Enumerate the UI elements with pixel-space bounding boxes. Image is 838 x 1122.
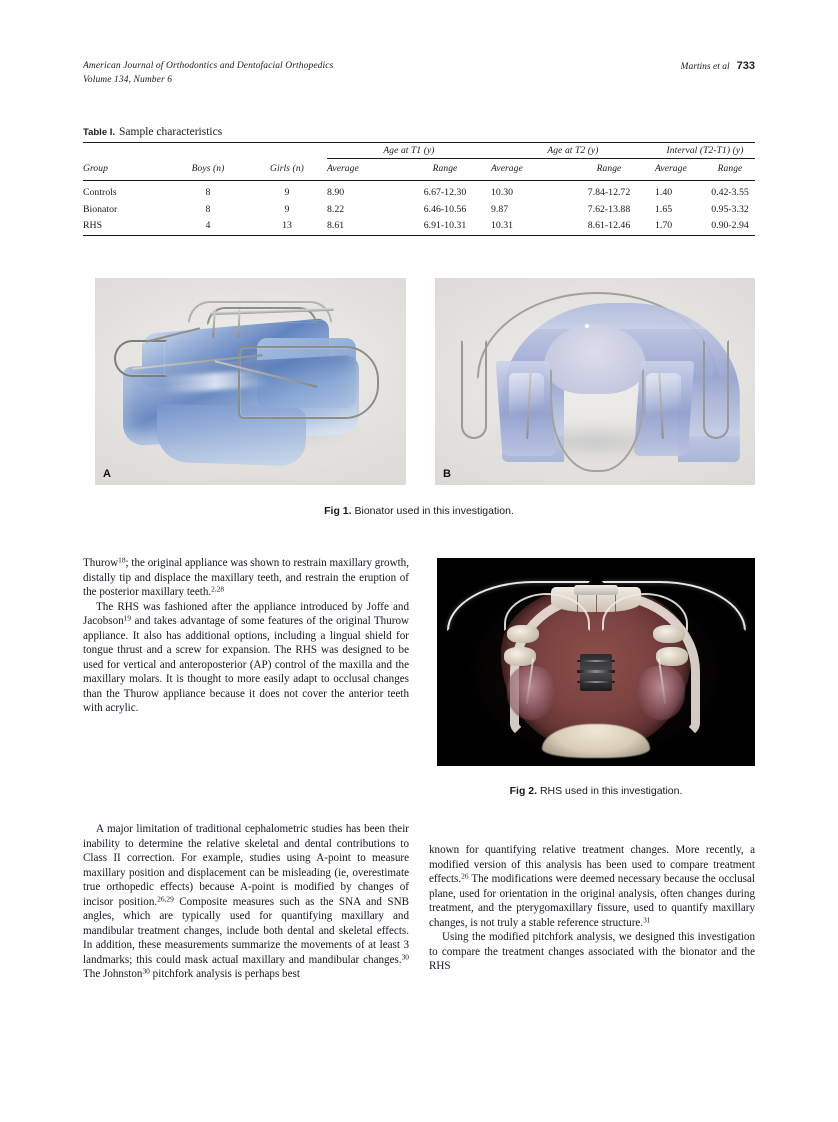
row-boys-bionator: 8: [205, 203, 211, 215]
row-intavg-controls: 1.40: [655, 187, 673, 198]
row-t2range-bionator: 7.62-13.88: [587, 203, 631, 215]
group-header-age-t1: Age at T1 (y): [327, 146, 491, 159]
journal-volume-line: Volume 134, Number 6: [83, 74, 173, 85]
table-caption: [83, 126, 755, 138]
row-intavg-bionator: 1.65: [655, 203, 673, 215]
row-t1range-bionator: 6.46-10.56: [423, 203, 467, 215]
expansion-screw-bar-2: [577, 670, 615, 672]
figure-2-caption: [437, 785, 755, 797]
table-label: Table I.: [83, 127, 116, 138]
figure-1-panel-a-label: A: [103, 468, 111, 480]
figure-1: [95, 278, 755, 485]
row-intrange-rhs: 0.90-2.94: [711, 220, 749, 231]
row-t1avg-bionator: 8.22: [327, 203, 345, 215]
citation-31: 31: [643, 915, 651, 925]
citation-30-a: 30: [401, 952, 409, 962]
row-t2range-controls: 7.84-12.72: [587, 187, 631, 198]
figure-2-image: [437, 558, 755, 766]
row-intrange-controls: 0.42-3.55: [711, 187, 749, 198]
table-column-header-row: [83, 159, 755, 179]
paragraph-limitation: [83, 822, 409, 982]
row-intrange-bionator: 0.95-3.32: [711, 203, 749, 215]
paragraph-rhs: [83, 600, 409, 716]
citation-26-29: 26,29: [157, 894, 174, 904]
row-t2avg-rhs: 10.31: [491, 220, 514, 231]
citation-19: 19: [123, 613, 132, 623]
col-header-t1-average: Average: [327, 164, 359, 174]
row-t1avg-controls: 8.90: [327, 187, 345, 198]
row-boys-rhs: 4: [205, 220, 211, 231]
row-group-controls: Controls: [83, 187, 117, 198]
col-header-t2-range: Range: [596, 164, 622, 174]
row-group-bionator: Bionator: [83, 203, 118, 215]
para3-post2: The Johnston: [83, 968, 143, 981]
row-t1range-controls: 6.67-12.30: [423, 187, 467, 198]
para1-mid: ; the original appliance was shown to restrain maxillary growth, distally tip and displace the maxillary teeth, and restrain the eruption of the posterior maxillary teeth.: [83, 557, 409, 599]
para3-post3: pitchfork analysis is perhaps best: [149, 968, 300, 981]
rpara1-mid: The modifications were deemed necessary because the occlusal plane, used for orientation in the original analysis, often changes during treatment, and the pterygomaxillary fissure, used to quantify maxillary changes, is not truly a stable reference structure.: [429, 873, 755, 929]
col-header-t2-average: Average: [491, 164, 523, 174]
running-head-right: [681, 60, 755, 75]
acrylic-marbling-right: [646, 373, 681, 439]
paragraph-thurow: [83, 556, 409, 600]
figure-1-panel-b-label: B: [443, 468, 451, 480]
sample-characteristics-table: [83, 142, 755, 239]
col-header-group: Group: [83, 164, 108, 174]
col-header-t1-range: Range: [432, 164, 458, 174]
table-group-header-row: [83, 146, 755, 159]
row-boys-controls: 8: [205, 187, 211, 198]
rpara1-pre: known for quantifying relative treatment changes. More recently, a modified version of this analysis has been used to compare treatment effects.: [429, 844, 755, 886]
bionator-occlusal-photo: [435, 278, 755, 485]
authors-running-head: Martins et al: [680, 62, 730, 72]
row-girls-rhs: 13: [282, 220, 292, 231]
journal-title-line1: American Journal of Orthodontics and Dentofacial Orthopedics: [83, 61, 334, 71]
row-girls-bionator: 9: [284, 203, 290, 215]
row-t2avg-bionator: 9.87: [491, 203, 509, 215]
citation-30-b: 30: [142, 966, 150, 976]
paragraph-using-modified: Using the modified pitchfork analysis, we designed this investigation to compare the treatment changes associated with the bionator and the RHS: [429, 931, 755, 973]
figure-1-panel-a-image: [95, 278, 406, 485]
row-t2range-rhs: 8.61-12.46: [587, 220, 631, 231]
labial-bow-wire: [238, 346, 379, 418]
citation-26: 26: [461, 871, 469, 881]
side-wire-left: [461, 340, 487, 439]
para3-pre: A major limitation of traditional cephalometric studies has been their inability to determine the relative skeletal and dental contributions to Class II correction. For example, studies using A-point to measure maxillary position and displacement can be misleading (ie, overestimate true orthopedic effects) because A-point is modified by changes of incisor position.: [83, 823, 409, 908]
page-number: 733: [736, 60, 755, 72]
row-t2avg-controls: 10.30: [491, 187, 514, 198]
body-left-column-bottom: [83, 822, 409, 982]
table-title: Sample characteristics: [119, 126, 223, 138]
para2-pre: The RHS was fashioned after the appliance introduced by Joffe and Jacobson: [83, 600, 409, 628]
figure-2-caption-text: RHS used in this investigation.: [539, 785, 683, 797]
row-t1range-rhs: 6.91-10.31: [423, 220, 467, 231]
table-block: [83, 126, 755, 239]
figure-1-panel-b-image: [435, 278, 755, 485]
col-header-boys: Boys (n): [191, 164, 225, 174]
rhs-palatal-photo: [437, 558, 755, 766]
figure-1-caption: [83, 505, 755, 517]
running-head: [83, 60, 755, 94]
group-header-interval: Interval (T2-T1) (y): [655, 146, 755, 159]
table-row: [83, 181, 755, 200]
table-row: [83, 199, 755, 216]
table-rule-bottom: [83, 236, 755, 240]
bionator-lateral-photo: [95, 278, 406, 485]
paragraph-pitchfork: [429, 843, 755, 930]
col-header-girls: Girls (n): [270, 164, 304, 174]
table-row: [83, 216, 755, 233]
group-header-age-t2: Age at T2 (y): [491, 146, 655, 159]
para3-mid: Composite measures such as the SNA and SNB angles, which are typically used for quantifying maxillary and mandibular treatment changes, include both dental and skeletal effects. In addition, these measurements summarize the movements of at least 3 landmarks; this could mask actual maxillary and mandibular changes.: [83, 895, 409, 966]
row-group-rhs: RHS: [83, 220, 103, 231]
body-left-column-top: [83, 556, 409, 716]
anterior-bow-connector: [574, 585, 619, 595]
col-header-interval-range: Range: [717, 164, 743, 174]
row-intavg-rhs: 1.70: [655, 220, 673, 231]
figure-1-caption-label: Fig 1.: [324, 505, 352, 517]
molar-right-2: [656, 647, 688, 666]
expansion-screw-bar-1: [577, 660, 615, 662]
row-t1avg-rhs: 8.61: [327, 220, 345, 231]
journal-title: [83, 60, 333, 87]
citation-18: 18: [118, 555, 126, 565]
expansion-screw-bar-3: [577, 681, 615, 683]
para1-pre: Thurow: [83, 557, 119, 569]
citation-2-28: 2,28: [211, 584, 225, 594]
anterior-wire-hook: [114, 340, 168, 377]
figure-1-caption-text: Bionator used in this investigation.: [354, 505, 514, 517]
col-header-interval-average: Average: [655, 164, 687, 174]
row-girls-controls: 9: [284, 187, 290, 198]
figure-2-caption-label: Fig 2.: [509, 785, 538, 797]
para2-post: and takes advantage of some features of the original Thurow appliance. It also has additional options, including a lingual shield for tongue thrust and a screw for expansion. The RHS was designed to be used for vertical and anteroposterior (AP) control of the maxilla and the maxillary molars. It is thought to more easily adapt to occlusal changes than the Thurow appliance because it does not cover the anterior teeth with acrylic.: [83, 615, 409, 715]
side-wire-right: [703, 340, 729, 439]
body-right-column: [429, 843, 755, 974]
